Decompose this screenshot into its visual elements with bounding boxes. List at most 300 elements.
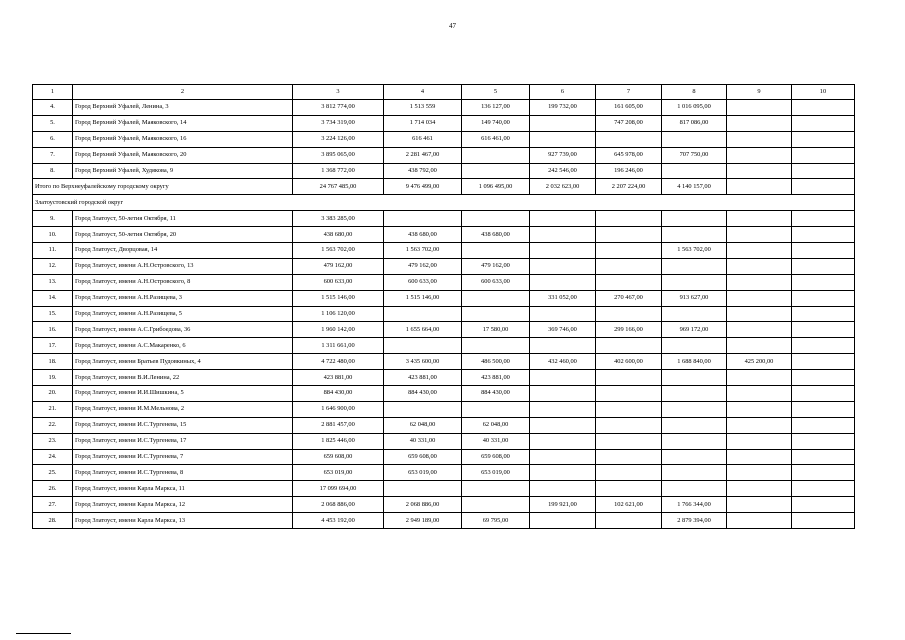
amount-cell [596,274,662,290]
amount-cell: 659 608,00 [462,449,530,465]
amount-cell: 3 224 126,00 [293,131,384,147]
page-number: 47 [449,22,456,30]
amount-cell: 2 881 457,00 [293,417,384,433]
amount-cell [727,211,792,227]
amount-cell [662,211,727,227]
amount-cell [727,163,792,179]
amount-cell [727,290,792,306]
amount-cell [792,274,855,290]
amount-cell [792,449,855,465]
column-header: 6 [530,85,596,100]
amount-cell: 1 960 142,00 [293,322,384,338]
table-row [33,370,855,386]
amount-cell [792,322,855,338]
row-number: 4. [33,100,73,116]
amount-cell [596,243,662,259]
amount-cell [792,243,855,259]
amount-cell: 1 563 702,00 [662,243,727,259]
subtotal-amount [792,179,855,195]
amount-cell [596,131,662,147]
amount-cell: 423 881,00 [462,370,530,386]
amount-cell: 659 608,00 [384,449,462,465]
address-cell: Город Златоуст, имени Карла Маркса, 12 [73,497,293,513]
section-title: Златоустовский городской округ [33,195,855,211]
row-number: 17. [33,338,73,354]
table-row [33,401,855,417]
amount-cell: 486 500,00 [462,354,530,370]
amount-cell [792,465,855,481]
subtotal-amount [727,179,792,195]
address-cell: Город Златоуст, имени А.Н.Разищева, 5 [73,306,293,322]
amount-cell [727,497,792,513]
row-number: 10. [33,227,73,243]
amount-cell [662,370,727,386]
amount-cell [530,227,596,243]
amount-cell: 149 740,00 [462,115,530,131]
amount-cell: 1 646 900,00 [293,401,384,417]
amount-cell: 884 430,00 [293,386,384,402]
amount-cell [662,449,727,465]
amount-cell: 600 633,00 [293,274,384,290]
amount-cell [792,290,855,306]
address-cell: Город Златоуст, имени Карла Маркса, 13 [73,513,293,529]
amount-cell: 747 208,00 [596,115,662,131]
row-number: 25. [33,465,73,481]
table-row [33,243,855,259]
amount-cell [596,513,662,529]
address-cell: Город Верхний Уфалей, Ленина, 3 [73,100,293,116]
row-number: 28. [33,513,73,529]
amount-cell [384,211,462,227]
amount-cell [462,290,530,306]
amount-cell [727,227,792,243]
amount-cell: 40 331,00 [462,433,530,449]
amount-cell: 299 166,00 [596,322,662,338]
amount-cell [596,386,662,402]
amount-cell [727,131,792,147]
column-header: 5 [462,85,530,100]
amount-cell: 2 949 189,00 [384,513,462,529]
subtotal-amount: 1 096 495,00 [462,179,530,195]
amount-cell [727,100,792,116]
amount-cell [727,115,792,131]
subtotal-amount: 2 032 623,00 [530,179,596,195]
amount-cell: 3 895 065,00 [293,147,384,163]
amount-cell: 479 162,00 [462,258,530,274]
amount-cell [530,433,596,449]
amount-cell: 331 052,00 [530,290,596,306]
address-cell: Город Златоуст, имени А.Н.Островского, 13 [73,258,293,274]
amount-cell [462,147,530,163]
amount-cell [792,338,855,354]
address-cell: Город Златоуст, имени А.С.Макаренко, 6 [73,338,293,354]
amount-cell [530,465,596,481]
amount-cell [792,354,855,370]
amount-cell [792,497,855,513]
amount-cell: 913 627,00 [662,290,727,306]
amount-cell: 40 331,00 [384,433,462,449]
table-row [33,147,855,163]
amount-cell [792,306,855,322]
amount-cell [596,338,662,354]
amount-cell [727,370,792,386]
table-row [33,386,855,402]
amount-cell [384,338,462,354]
row-number: 22. [33,417,73,433]
amount-cell: 69 795,00 [462,513,530,529]
amount-cell: 136 127,00 [462,100,530,116]
amount-cell: 1 825 446,00 [293,433,384,449]
amount-cell [792,513,855,529]
amount-cell [662,274,727,290]
table-row [33,227,855,243]
amount-cell: 1 311 661,00 [293,338,384,354]
amount-cell [462,163,530,179]
row-number: 13. [33,274,73,290]
row-number: 23. [33,433,73,449]
amount-cell: 2 068 886,00 [384,497,462,513]
row-number: 11. [33,243,73,259]
amount-cell [792,115,855,131]
row-number: 20. [33,386,73,402]
amount-cell: 62 048,00 [384,417,462,433]
amount-cell [727,274,792,290]
amount-cell: 3 383 285,00 [293,211,384,227]
row-number: 6. [33,131,73,147]
amount-cell [792,100,855,116]
amount-cell: 438 680,00 [384,227,462,243]
amount-cell [462,481,530,497]
amount-cell: 1 515 146,00 [293,290,384,306]
amount-cell [662,227,727,243]
row-number: 19. [33,370,73,386]
address-cell: Город Златоуст, имени И.С.Тургенева, 7 [73,449,293,465]
address-cell: Город Верхний Уфалей, Маяковского, 16 [73,131,293,147]
subtotal-amount: 4 140 157,00 [662,179,727,195]
subtotal-row [33,179,855,195]
amount-cell [530,306,596,322]
amount-cell: 369 746,00 [530,322,596,338]
amount-cell [384,481,462,497]
amount-cell [530,258,596,274]
row-number: 8. [33,163,73,179]
amount-cell: 659 608,00 [293,449,384,465]
amount-cell: 423 881,00 [384,370,462,386]
address-cell: Город Златоуст, имени В.И.Ленина, 22 [73,370,293,386]
column-header: 8 [662,85,727,100]
amount-cell: 1 688 840,00 [662,354,727,370]
amount-cell: 927 739,00 [530,147,596,163]
amount-cell [596,227,662,243]
amount-cell [596,481,662,497]
amount-cell [596,433,662,449]
address-cell: Город Златоуст, имени И.И.Шишкина, 5 [73,386,293,402]
address-cell: Город Златоуст, имени И.С.Тургенева, 8 [73,465,293,481]
row-number: 12. [33,258,73,274]
amount-cell: 4 453 192,00 [293,513,384,529]
amount-cell [596,306,662,322]
amount-cell: 17 580,00 [462,322,530,338]
table-row [33,417,855,433]
amount-cell: 438 680,00 [462,227,530,243]
amount-cell [662,386,727,402]
amount-cell [792,131,855,147]
amount-cell: 62 048,00 [462,417,530,433]
row-number: 27. [33,497,73,513]
table-row [33,338,855,354]
amount-cell [727,322,792,338]
amount-cell [596,211,662,227]
amount-cell [596,449,662,465]
row-number: 9. [33,211,73,227]
amount-cell [530,417,596,433]
amount-cell: 479 162,00 [293,258,384,274]
amount-cell: 884 430,00 [384,386,462,402]
amount-cell: 616 461,00 [462,131,530,147]
address-cell: Город Златоуст, имени А.Н.Разищева, 3 [73,290,293,306]
amount-cell [727,449,792,465]
amount-cell [662,338,727,354]
amount-cell [530,338,596,354]
table-row [33,322,855,338]
row-number: 7. [33,147,73,163]
amount-cell [530,513,596,529]
amount-cell: 653 019,00 [293,465,384,481]
table-row [33,115,855,131]
table-row [33,290,855,306]
address-cell: Город Златоуст, имени И.С.Тургенева, 15 [73,417,293,433]
table-row [33,100,855,116]
amount-cell [792,227,855,243]
table-row [33,258,855,274]
subtotal-label: Итого по Верхнеуфалейскому городскому округу [33,179,293,195]
amount-cell [727,465,792,481]
amount-cell [462,338,530,354]
amount-cell [662,481,727,497]
footnote-divider [16,633,71,634]
amount-cell: 438 680,00 [293,227,384,243]
amount-cell [727,417,792,433]
amount-cell: 817 086,00 [662,115,727,131]
amount-cell: 1 515 146,00 [384,290,462,306]
amount-cell: 653 019,00 [384,465,462,481]
table-row [33,449,855,465]
address-cell: Город Верхний Уфалей, Маяковского, 20 [73,147,293,163]
amount-cell [792,481,855,497]
amount-cell [530,481,596,497]
register-table [32,84,855,529]
amount-cell: 1 655 664,00 [384,322,462,338]
amount-cell: 653 019,00 [462,465,530,481]
table-row [33,354,855,370]
row-number: 14. [33,290,73,306]
column-header: 10 [792,85,855,100]
row-number: 24. [33,449,73,465]
amount-cell: 432 460,00 [530,354,596,370]
amount-cell [462,401,530,417]
table-row [33,481,855,497]
amount-cell [662,401,727,417]
address-cell: Город Златоуст, имени Братьев Пудовкиных, 4 [73,354,293,370]
amount-cell: 270 467,00 [596,290,662,306]
table-row [33,465,855,481]
amount-cell: 199 732,00 [530,100,596,116]
amount-cell [727,338,792,354]
amount-cell [530,115,596,131]
amount-cell: 616 461 [384,131,462,147]
amount-cell: 242 546,00 [530,163,596,179]
table-row [33,211,855,227]
amount-cell [662,163,727,179]
amount-cell [596,258,662,274]
amount-cell [596,465,662,481]
amount-cell: 1 106 120,00 [293,306,384,322]
row-number: 21. [33,401,73,417]
amount-cell: 969 172,00 [662,322,727,338]
amount-cell: 402 600,00 [596,354,662,370]
amount-cell: 1 016 095,00 [662,100,727,116]
amount-cell [727,513,792,529]
column-number-row [33,85,855,100]
address-cell: Город Верхний Уфалей, Худякова, 9 [73,163,293,179]
amount-cell [727,243,792,259]
amount-cell [727,306,792,322]
amount-cell: 600 633,00 [462,274,530,290]
row-number: 26. [33,481,73,497]
amount-cell: 423 881,00 [293,370,384,386]
amount-cell [530,274,596,290]
amount-cell [727,401,792,417]
amount-cell [662,417,727,433]
table-row [33,306,855,322]
address-cell: Город Златоуст, 50-летия Октября, 20 [73,227,293,243]
subtotal-amount: 9 476 499,00 [384,179,462,195]
amount-cell [662,465,727,481]
amount-cell: 199 921,00 [530,497,596,513]
amount-cell: 600 633,00 [384,274,462,290]
table-row [33,274,855,290]
amount-cell [727,147,792,163]
column-header: 4 [384,85,462,100]
table-row [33,131,855,147]
amount-cell: 645 978,00 [596,147,662,163]
amount-cell: 3 734 319,00 [293,115,384,131]
amount-cell: 1 513 559 [384,100,462,116]
amount-cell [727,258,792,274]
row-number: 16. [33,322,73,338]
amount-cell [530,401,596,417]
column-header: 2 [73,85,293,100]
row-number: 15. [33,306,73,322]
amount-cell [384,401,462,417]
table-row [33,513,855,529]
address-cell: Город Верхний Уфалей, Маяковского, 14 [73,115,293,131]
amount-cell [530,386,596,402]
address-cell: Город Златоуст, имени А.Н.Островского, 8 [73,274,293,290]
table-row [33,433,855,449]
amount-cell [662,433,727,449]
amount-cell: 102 621,00 [596,497,662,513]
address-cell: Город Златоуст, имени Карла Маркса, 11 [73,481,293,497]
amount-cell [530,211,596,227]
amount-cell [792,401,855,417]
amount-cell [792,163,855,179]
amount-cell [530,131,596,147]
amount-cell: 2 068 886,00 [293,497,384,513]
address-cell: Город Златоуст, имени И.С.Тургенева, 17 [73,433,293,449]
amount-cell: 707 750,00 [662,147,727,163]
amount-cell [727,433,792,449]
amount-cell: 3 435 600,00 [384,354,462,370]
amount-cell: 1 563 702,00 [293,243,384,259]
amount-cell [792,417,855,433]
amount-cell [792,211,855,227]
amount-cell [462,306,530,322]
amount-cell: 4 722 480,00 [293,354,384,370]
amount-cell: 1 714 034 [384,115,462,131]
address-cell: Город Златоуст, имени А.С.Грибоедова, 36 [73,322,293,338]
amount-cell [727,481,792,497]
amount-cell [530,370,596,386]
amount-cell [530,243,596,259]
table-row [33,497,855,513]
row-number: 5. [33,115,73,131]
amount-cell [727,386,792,402]
amount-cell: 438 792,00 [384,163,462,179]
amount-cell [596,370,662,386]
amount-cell: 1 766 344,00 [662,497,727,513]
amount-cell: 2 879 394,00 [662,513,727,529]
address-cell: Город Златоуст, 50-летия Октября, 11 [73,211,293,227]
amount-cell: 196 246,00 [596,163,662,179]
row-number: 18. [33,354,73,370]
amount-cell: 3 812 774,00 [293,100,384,116]
amount-cell: 17 099 694,00 [293,481,384,497]
amount-cell: 425 200,00 [727,354,792,370]
amount-cell [462,243,530,259]
subtotal-amount: 24 767 485,00 [293,179,384,195]
amount-cell: 479 162,00 [384,258,462,274]
amount-cell: 884 430,00 [462,386,530,402]
amount-cell [792,147,855,163]
table-row [33,163,855,179]
amount-cell [462,211,530,227]
amount-cell [462,497,530,513]
amount-cell [662,306,727,322]
amount-cell [596,417,662,433]
column-header: 1 [33,85,73,100]
amount-cell [792,258,855,274]
amount-cell [662,131,727,147]
amount-cell: 1 368 772,00 [293,163,384,179]
amount-cell [792,370,855,386]
amount-cell [530,449,596,465]
column-header: 3 [293,85,384,100]
address-cell: Город Златоуст, Дворцовая, 14 [73,243,293,259]
amount-cell: 2 281 467,00 [384,147,462,163]
column-header: 9 [727,85,792,100]
amount-cell [792,433,855,449]
amount-cell [792,386,855,402]
address-cell: Город Златоуст, имени И.М.Мельнова, 2 [73,401,293,417]
amount-cell: 161 605,00 [596,100,662,116]
section-row [33,195,855,211]
amount-cell [596,401,662,417]
amount-cell [384,306,462,322]
amount-cell [662,258,727,274]
subtotal-amount: 2 207 224,00 [596,179,662,195]
column-header: 7 [596,85,662,100]
